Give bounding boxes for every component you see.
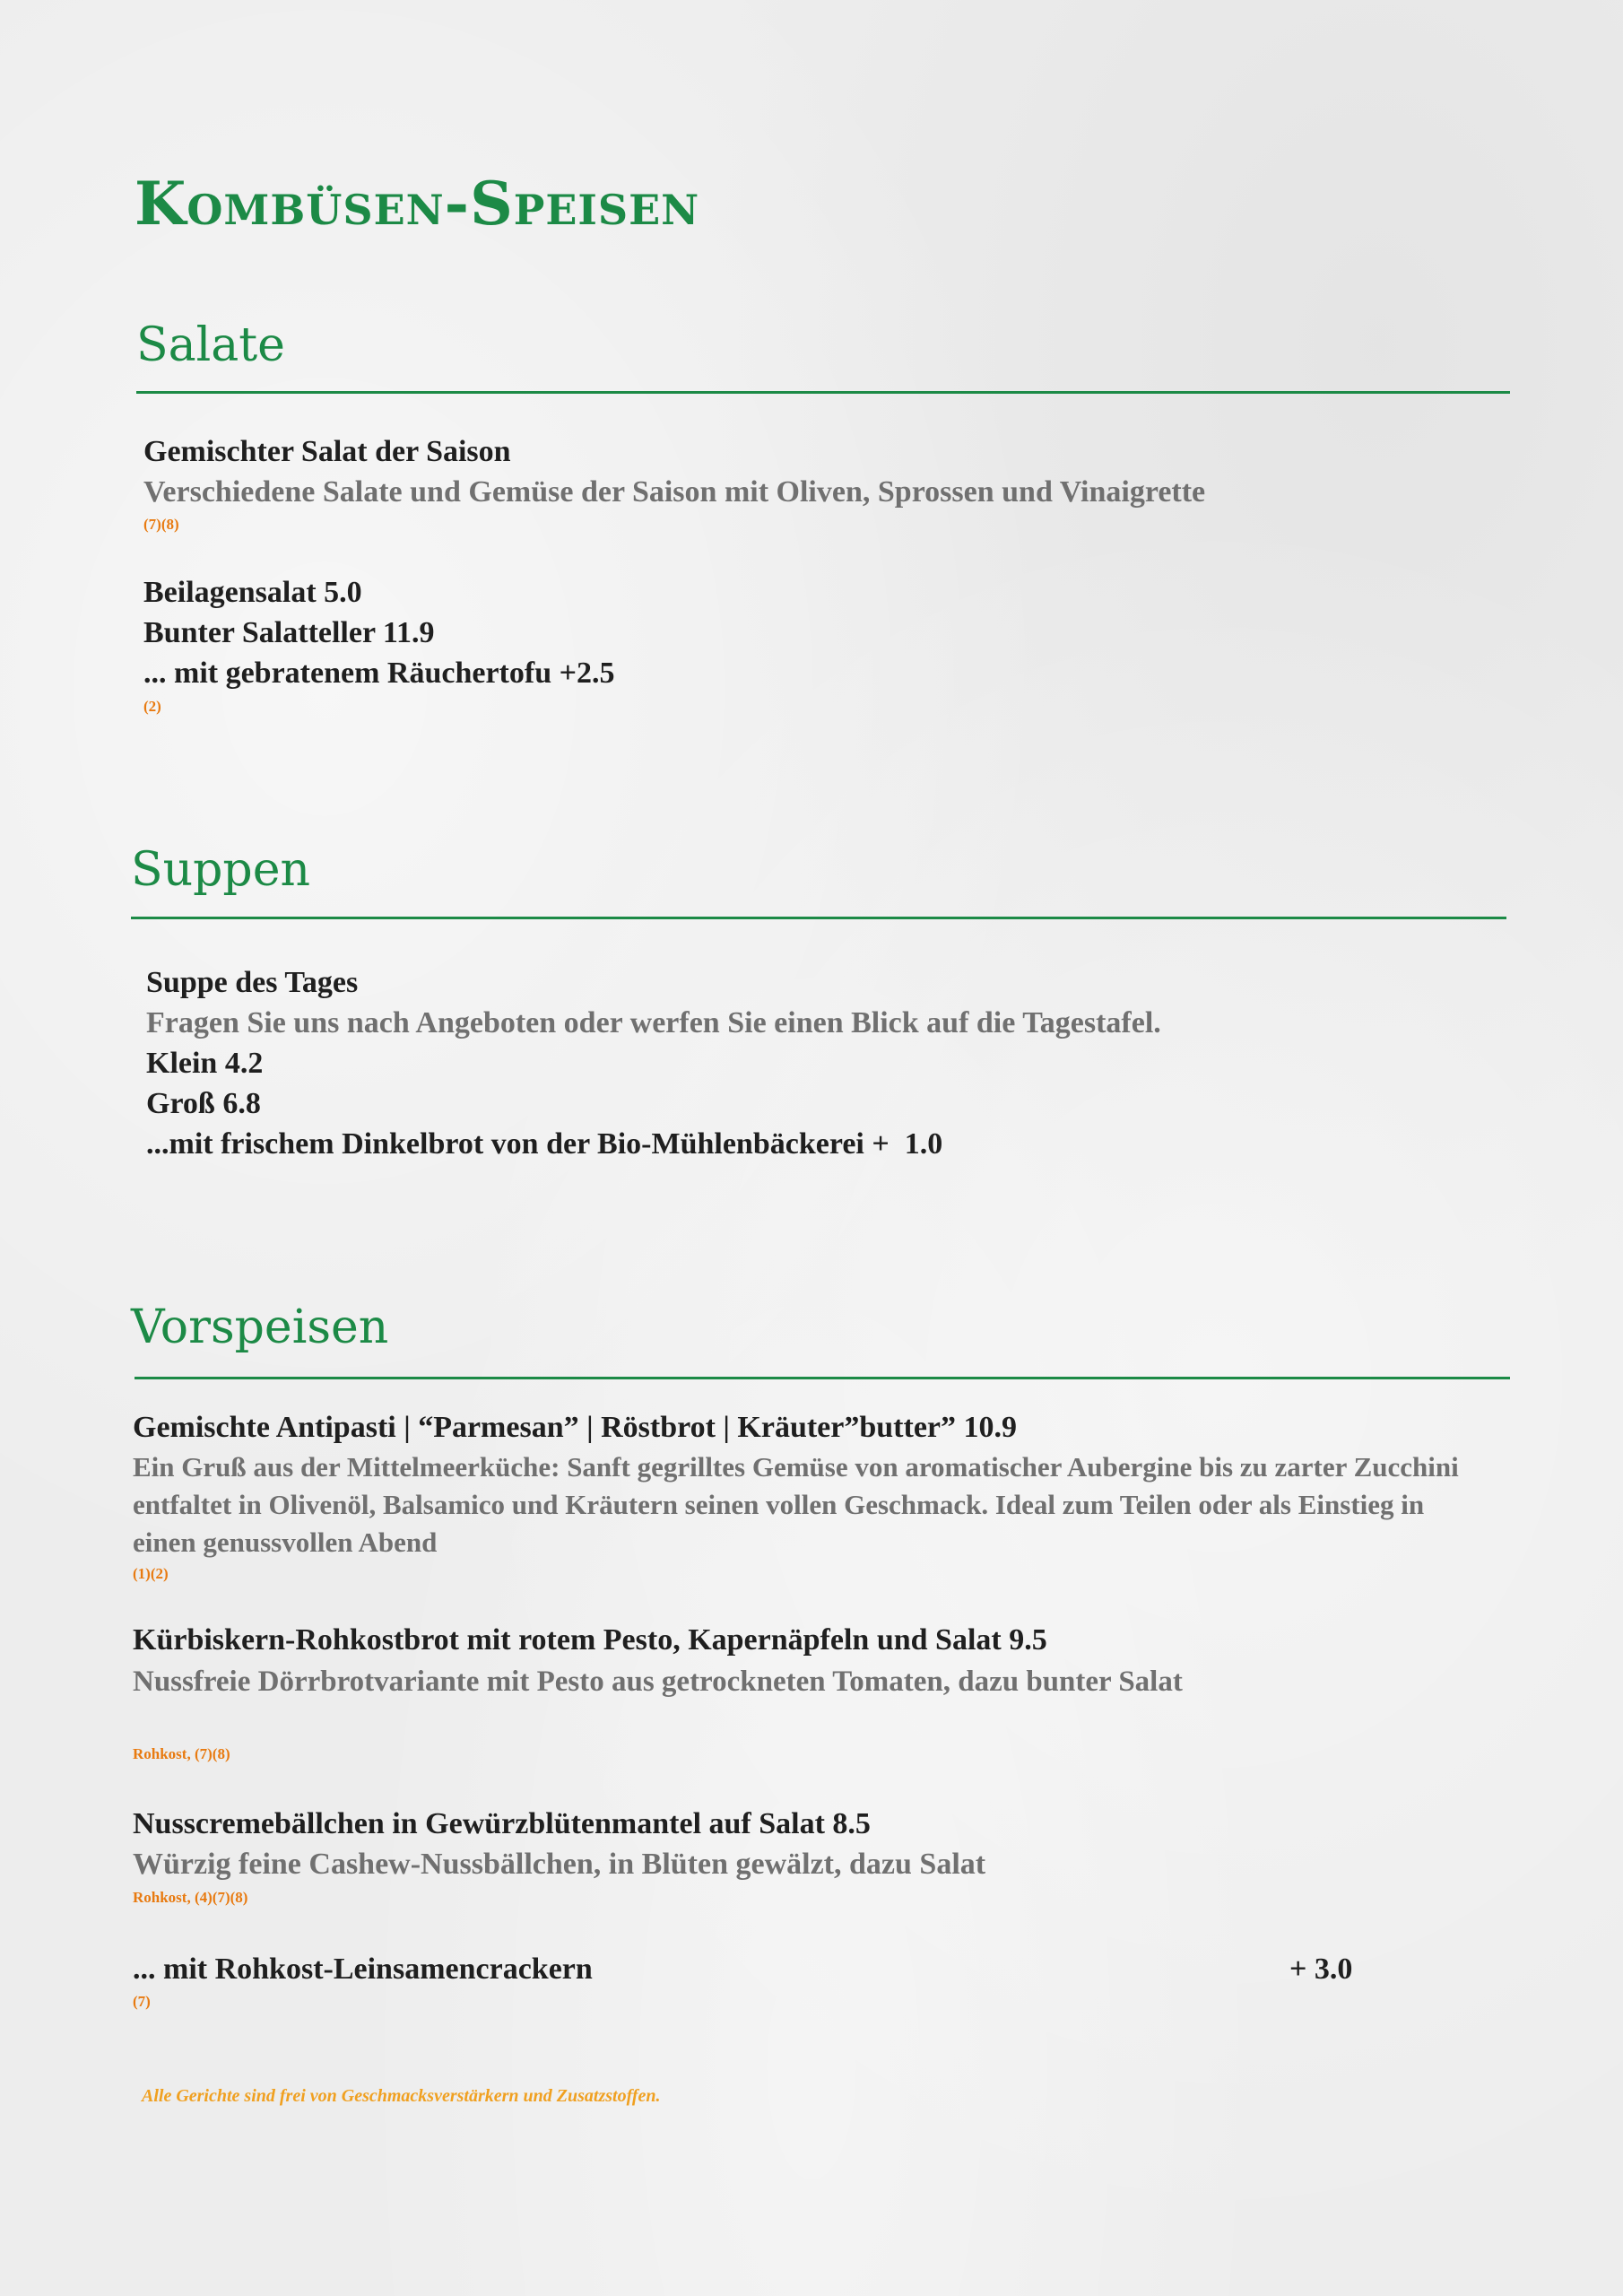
dish-name-antipasti: Gemischte Antipasti | “Parmesan” | Röstbrot | Kräuter”butter” 10.9	[133, 1411, 1017, 1444]
dish-name-gemischter-salat: Gemischter Salat der Saison	[143, 435, 511, 468]
allergen-info-raeuchertofu: (2)	[143, 698, 161, 715]
dish-addon-raeuchertofu: ... mit gebratenem Räuchertofu +2.5	[143, 657, 615, 690]
section-heading-salate: Salate	[136, 318, 285, 372]
section-heading-vorspeisen: Vorspeisen	[131, 1300, 389, 1354]
allergen-info-antipasti: (1)(2)	[133, 1565, 169, 1582]
dish-beilagensalat: Beilagensalat 5.0	[143, 576, 362, 609]
dish-bunter-salatteller: Bunter Salatteller 11.9	[143, 616, 435, 649]
price-suppe-klein: Klein 4.2	[146, 1047, 264, 1080]
dish-name-nusscremebaellchen: Nusscremebällchen in Gewürzblütenmantel auf Salat 8.5	[133, 1807, 871, 1840]
dish-name-suppe-des-tages: Suppe des Tages	[146, 966, 359, 999]
footnote: Alle Gerichte sind frei von Geschmacksverstärkern und Zusatzstoffen.	[142, 2086, 661, 2106]
section-divider-salate	[136, 391, 1510, 394]
dish-name-rohkostbrot: Kürbiskern-Rohkostbrot mit rotem Pesto, Kapernäpfeln und Salat 9.5	[133, 1623, 1047, 1657]
dish-addon-dinkelbrot: ...mit frischem Dinkelbrot von der Bio-Mühlenbäckerei + 1.0	[146, 1127, 943, 1161]
page-title: Kombüsen-Speisen	[135, 169, 700, 239]
dish-description-rohkostbrot: Nussfreie Dörrbrotvariante mit Pesto aus getrockneten Tomaten, dazu bunter Salat	[133, 1665, 1183, 1698]
section-heading-suppen: Suppen	[131, 843, 310, 897]
price-leinsamencracker: + 3.0	[1289, 1952, 1353, 1986]
dish-description-antipasti: Ein Gruß aus der Mittelmeerküche: Sanft gegrilltes Gemüse von aromatischer Aubergine bis zu zarter Zucchini entfaltet in Olivenöl, Balsamico und Kräutern seinen vollen Geschmack. Ideal zum Teilen oder als Einstieg in einen genussvollen Abend	[133, 1451, 1459, 1558]
dish-addon-leinsamencracker: ... mit Rohkost-Leinsamencrackern	[133, 1952, 593, 1986]
allergen-info-gemischter-salat: (7)(8)	[143, 516, 179, 533]
dish-description-gemischter-salat: Verschiedene Salate und Gemüse der Saison mit Oliven, Sprossen und Vinaigrette	[143, 475, 1206, 509]
section-divider-suppen	[131, 917, 1506, 919]
dish-description-nusscremebaellchen: Würzig feine Cashew-Nussbällchen, in Blüten gewälzt, dazu Salat	[133, 1848, 986, 1881]
allergen-info-rohkostbrot: Rohkost, (7)(8)	[133, 1745, 230, 1762]
section-divider-vorspeisen	[135, 1377, 1510, 1379]
price-suppe-gross: Groß 6.8	[146, 1087, 261, 1120]
dish-description-suppe: Fragen Sie uns nach Angeboten oder werfen Sie einen Blick auf die Tagestafel.	[146, 1006, 1161, 1039]
allergen-info-nusscremebaellchen: Rohkost, (4)(7)(8)	[133, 1889, 248, 1906]
allergen-info-leinsamencracker: (7)	[133, 1993, 151, 2010]
